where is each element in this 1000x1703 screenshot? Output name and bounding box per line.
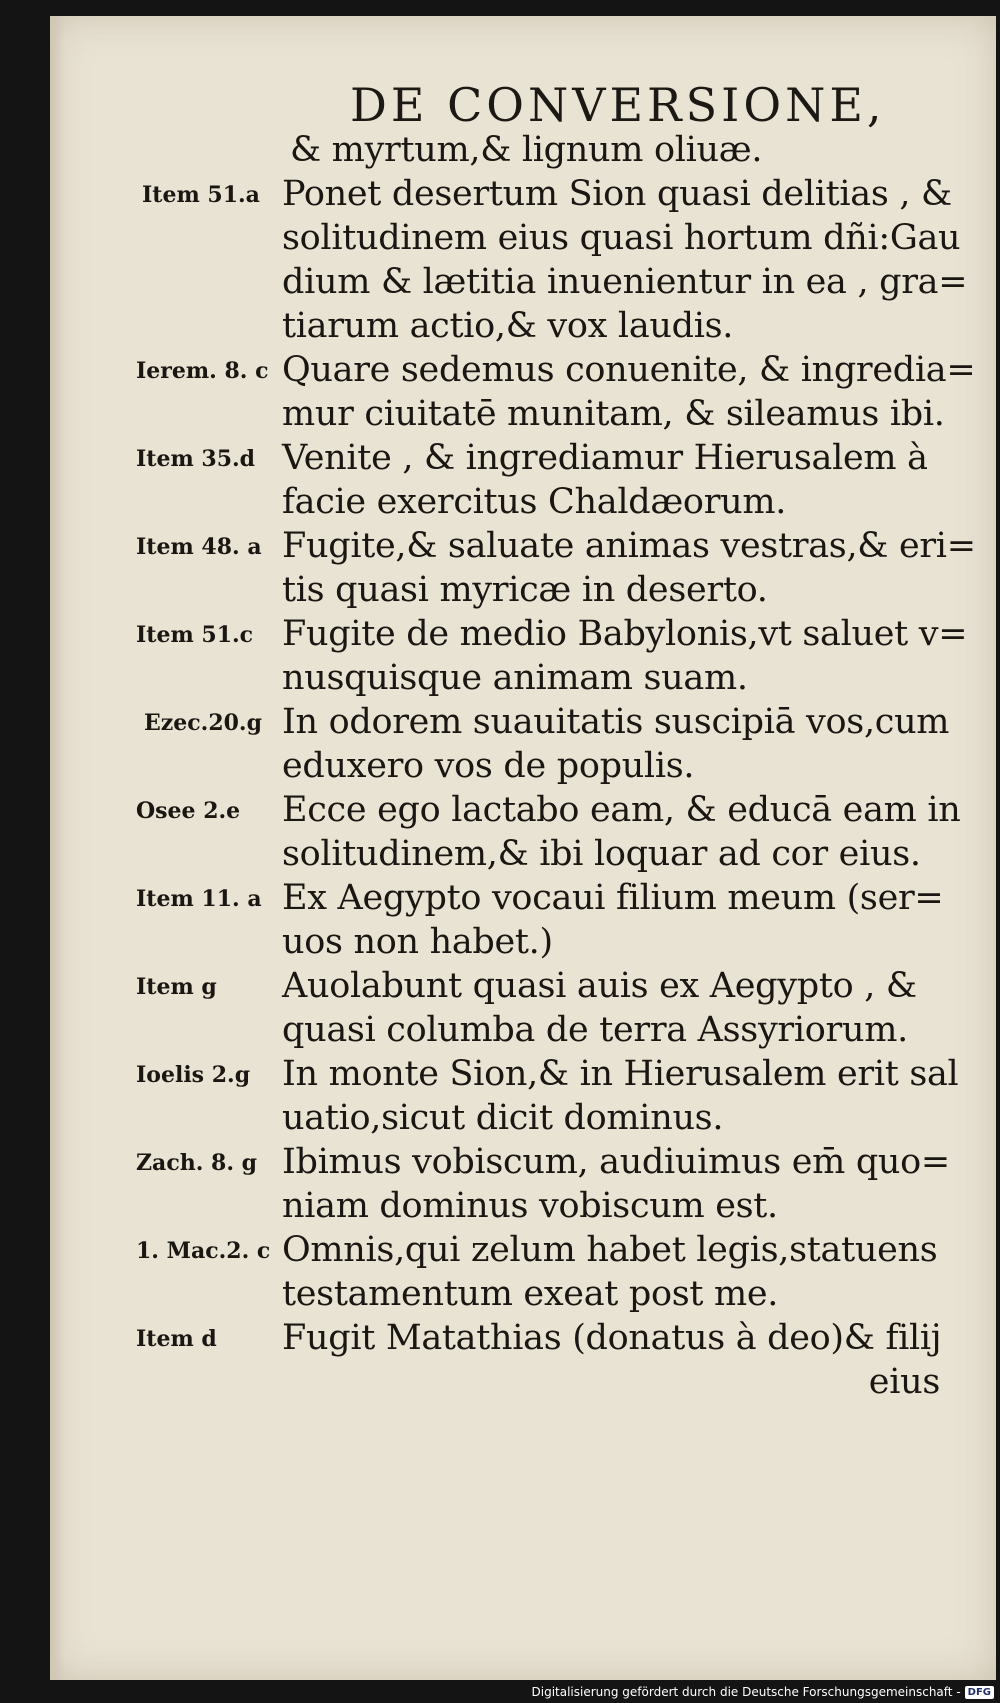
text-line: Ibimus vobiscum, audiuimus em̄ quo= [282, 1142, 950, 1182]
text-line: Quare sedemus conuenite, & ingredia= [282, 350, 976, 390]
text-line: facie exercitus Chaldæorum. [282, 482, 787, 522]
margin-reference: Zach. 8. g [136, 1150, 258, 1176]
margin-reference: Item d [136, 1326, 217, 1352]
margin-reference: Ezec.20.g [144, 710, 262, 736]
book-page [50, 16, 996, 1680]
text-line: Ponet desertum Sion quasi delitias , & [282, 174, 952, 214]
margin-reference: Item 51.a [142, 182, 260, 208]
text-line: uatio,sicut dicit dominus. [282, 1098, 724, 1138]
text-line: testamentum exeat post me. [282, 1274, 779, 1314]
digitization-footer [532, 1685, 995, 1699]
text-line: In odorem suauitatis suscipiā vos,cum [282, 702, 950, 742]
text-line: In monte Sion,& in Hierusalem erit sal [282, 1054, 959, 1094]
text-line: quasi columba de terra Assyriorum. [282, 1010, 908, 1050]
text-line: mur ciuitatē munitam, & sileamus ibi. [282, 394, 945, 434]
footer-credit: Digitalisierung gefördert durch die Deutsche Forschungsgemeinschaft - [531, 1685, 961, 1699]
text-line: Ex Aegypto vocaui filium meum (ser= [282, 878, 944, 918]
margin-reference: Item 48. a [136, 534, 262, 560]
text-line: Auolabunt quasi auis ex Aegypto , & [282, 966, 917, 1006]
text-line: tis quasi myricæ in deserto. [282, 570, 768, 610]
text-line: nusquisque animam suam. [282, 658, 748, 698]
text-line: solitudinem eius quasi hortum dñi:Gau [282, 218, 961, 258]
catchword: eius [868, 1362, 940, 1402]
text-line: niam dominus vobiscum est. [282, 1186, 778, 1226]
text-line: dium & lætitia inuenientur in ea , gra= [282, 262, 968, 302]
dfg-logo: DFG [965, 1686, 994, 1699]
running-head: DE CONVERSIONE, [350, 78, 886, 132]
margin-reference: Item 51.c [136, 622, 254, 648]
text-line: & myrtum,& lignum oliuæ. [290, 130, 763, 170]
text-line: Ecce ego lactabo eam, & educā eam in [282, 790, 961, 830]
body-text [50, 16, 996, 1680]
text-line: Venite , & ingrediamur Hierusalem à [282, 438, 928, 478]
margin-reference: Item 11. a [136, 886, 262, 912]
text-line: solitudinem,& ibi loquar ad cor eius. [282, 834, 921, 874]
margin-reference: Osee 2.e [136, 798, 241, 824]
margin-reference: Ioelis 2.g [136, 1062, 251, 1088]
margin-reference: 1. Mac.2. c [136, 1238, 271, 1264]
margin-reference: Item g [136, 974, 217, 1000]
text-line: Omnis,qui zelum habet legis,statuens [282, 1230, 938, 1270]
text-line: Fugit Matathias (donatus à deo)& filij [282, 1318, 942, 1358]
margin-reference: Ierem. 8. c [136, 358, 269, 384]
text-line: Fugite de medio Babylonis,vt saluet v= [282, 614, 968, 654]
margin-reference: Item 35.d [136, 446, 256, 472]
text-line: tiarum actio,& vox laudis. [282, 306, 734, 346]
text-line: uos non habet.) [282, 922, 553, 962]
text-line: eduxero vos de populis. [282, 746, 695, 786]
text-line: Fugite,& saluate animas vestras,& eri= [282, 526, 976, 566]
